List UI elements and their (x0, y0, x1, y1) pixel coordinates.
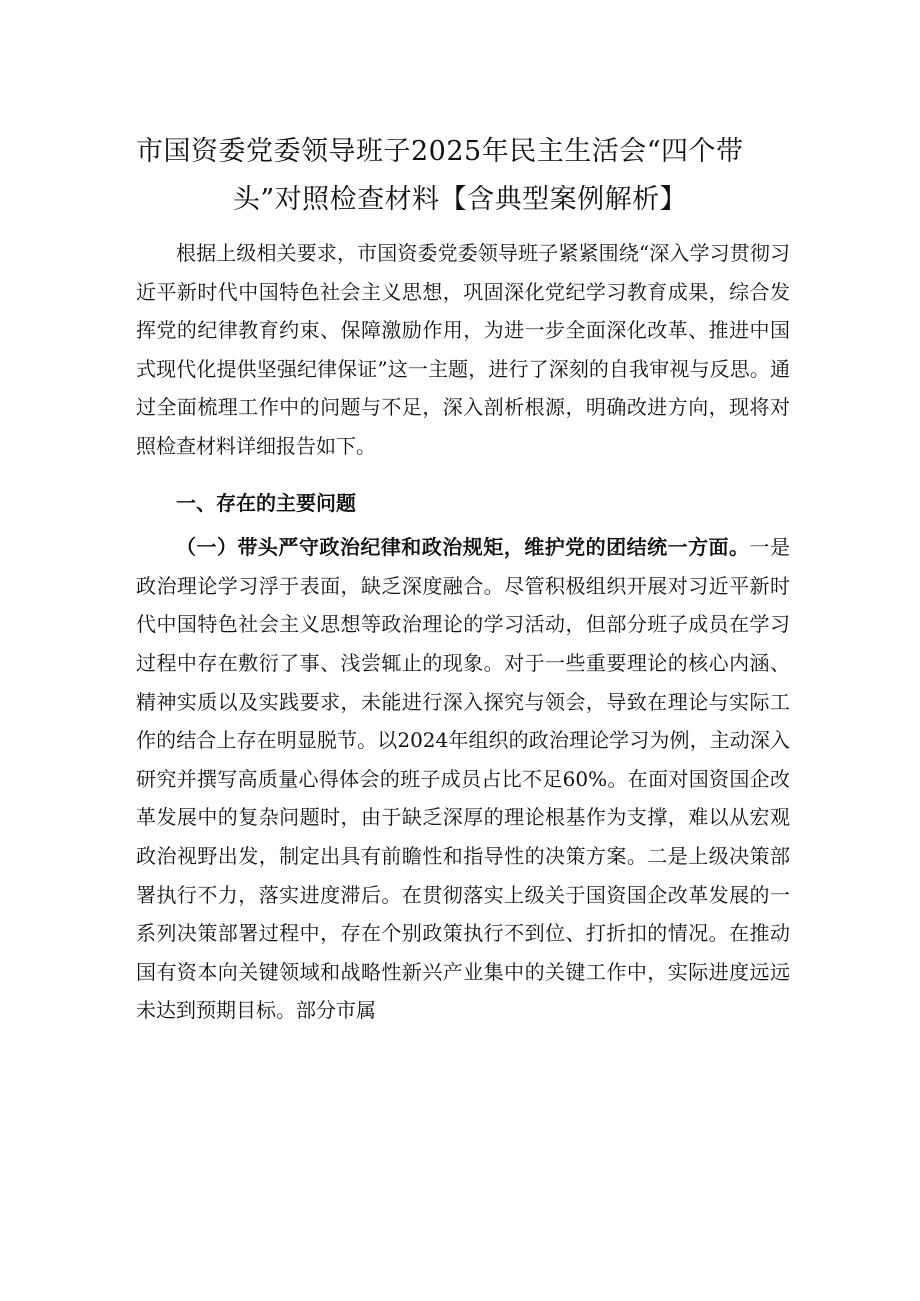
section-heading: 一、存在的主要问题 (176, 490, 356, 515)
subsection-text: 一是政治理论学习浮于表面，缺乏深度融合。尽管积极组织开展对习近平新时代中国特色社会主义思想等政治理论的学习活动，但部分班子成员在学习过程中存在敷衍了事、浅尝辄止的现象。对于一些重要理论的核心内涵、精神实质以及实践要求，未能进行深入探究与领会，导致在理论与实际工作的结合上存在明显脱节。以2024年组织的政治理论学习为例，主动深入研究并撰写高质量心得体会的班子成员占比不足60%。在面对国资国企改革发展中的复杂问题时，由于缺乏深厚的理论根基作为支撑，难以从宏观政治视野出发，制定出具有前瞻性和指导性的决策方案。二是上级决策部署执行不力，落实进度滞后。在贯彻落实上级关于国资国企改革发展的一系列决策部署过程中，存在个别政策执行不到位、打折扣的情况。在推动国有资本向关键领域和战略性新兴产业集中的关键工作中，实际进度远远未达到预期目标。部分市属 (136, 535, 791, 1023)
document-title (120, 128, 800, 224)
intro-paragraph: 根据上级相关要求，市国资委党委领导班子紧紧围绕“深入学习贯彻习近平新时代中国特色社会主义思想，巩固深化党纪学习教育成果，综合发挥党的纪律教育约束、保障激励作用，为进一步全面深化改革、推进中国式现代化提供坚强纪律保证”这一主题，进行了深刻的自我审视与反思。通过全面梳理工作中的问题与不足，深入剖析根源，明确改进方向，现将对照检查材料详细报告如下。 (136, 241, 790, 458)
document-body (136, 234, 790, 1030)
title-line-1: 市国资委党委领导班子2025年民主生活会“四个带 (136, 136, 744, 168)
subsection-paragraph (136, 528, 790, 1030)
title-line-2: 头”对照检查材料【含典型案例解析】 (232, 184, 688, 216)
subsection-heading: （一）带头严守政治纪律和政治规矩，维护党的团结统一方面。 (176, 535, 750, 560)
